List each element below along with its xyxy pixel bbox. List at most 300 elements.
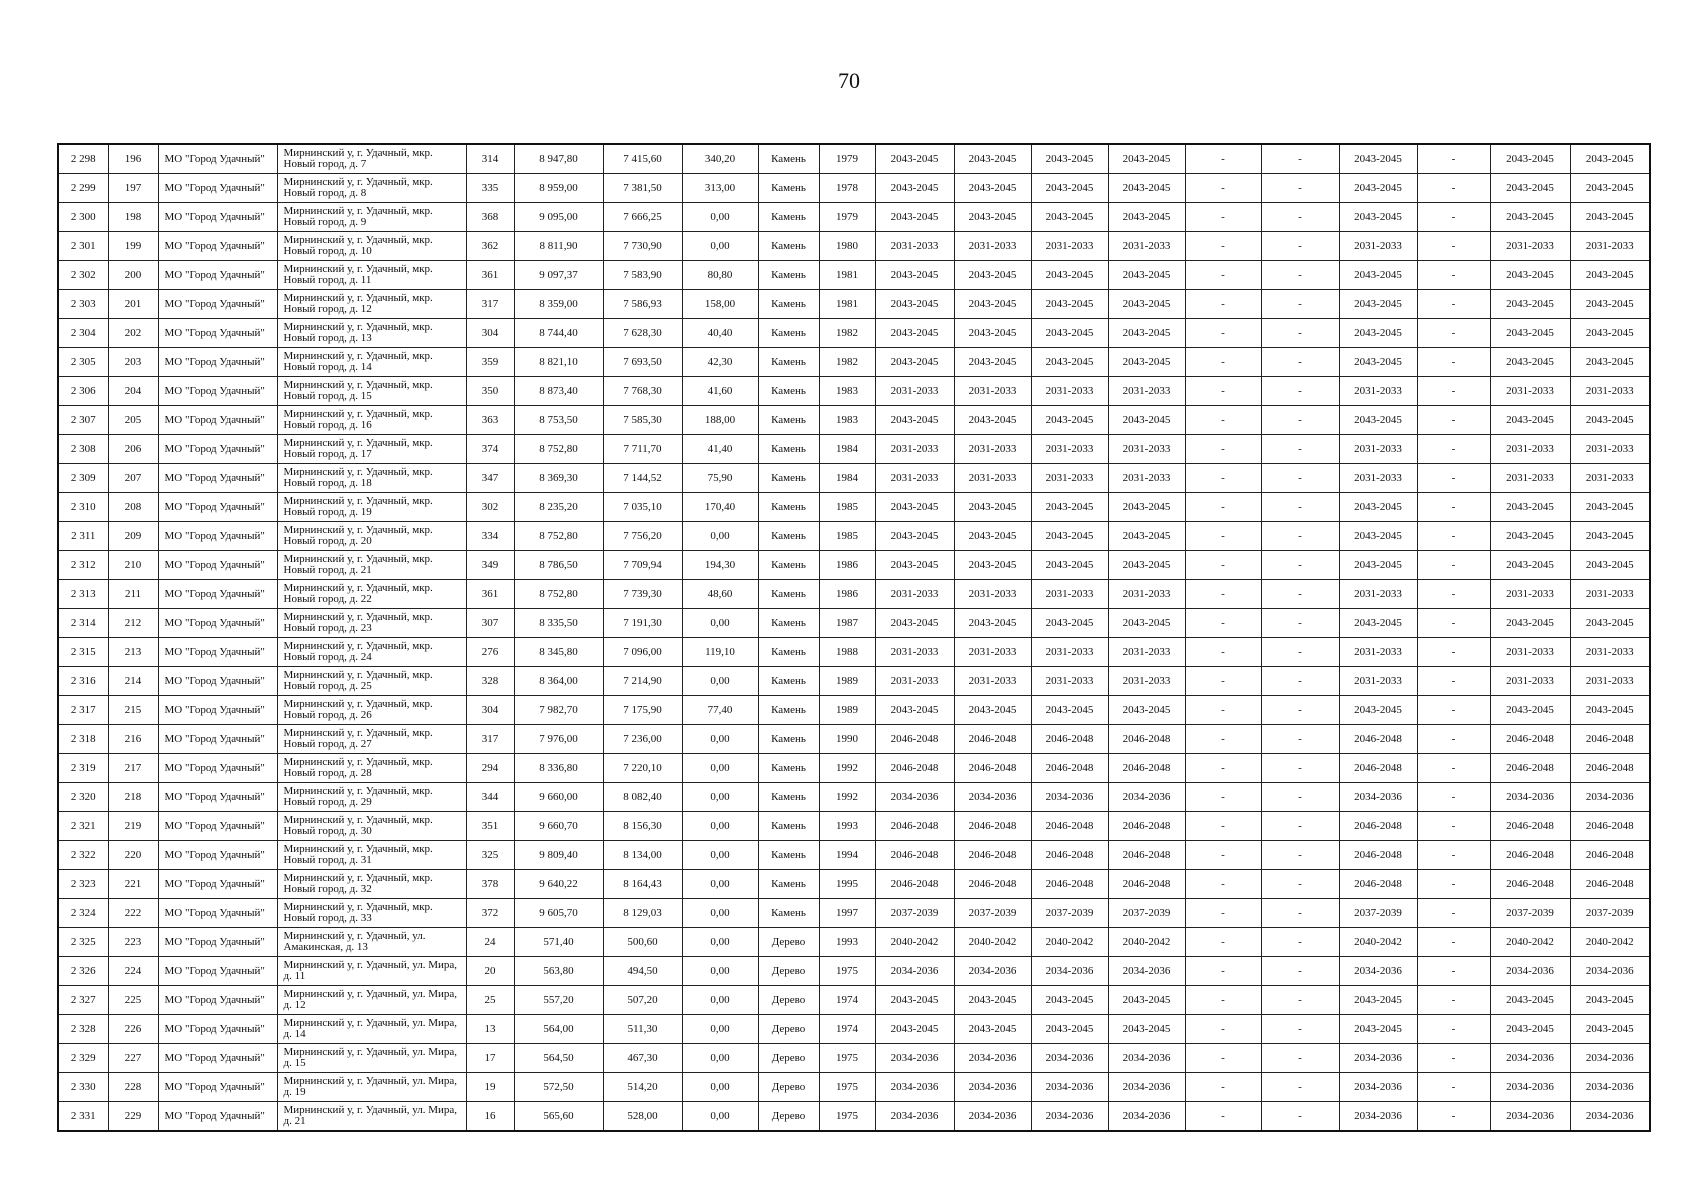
cell-period-6: - [1261, 464, 1339, 493]
cell-nonresidential-area: 0,00 [682, 899, 758, 928]
cell-period-4: 2043-2045 [1108, 174, 1185, 203]
cell-living-area: 8 156,30 [603, 812, 682, 841]
table-row [58, 1044, 1650, 1073]
cell-item-number: 207 [108, 464, 158, 493]
cell-period-1: 2043-2045 [875, 696, 954, 725]
cell-row-number: 2 303 [58, 290, 108, 319]
cell-period-3: 2031-2033 [1031, 377, 1108, 406]
cell-build-year: 1983 [819, 377, 875, 406]
cell-period-5: - [1185, 203, 1261, 232]
cell-period-4: 2031-2033 [1108, 377, 1185, 406]
cell-address: Мирнинский у, г. Удачный, мкр. Новый город, д. 13 [277, 319, 466, 348]
cell-period-8: - [1417, 522, 1490, 551]
cell-period-2: 2043-2045 [954, 493, 1031, 522]
cell-address: Мирнинский у, г. Удачный, мкр. Новый город, д. 25 [277, 667, 466, 696]
cell-owner: МО "Город Удачный" [158, 522, 277, 551]
cell-row-number: 2 300 [58, 203, 108, 232]
cell-period-10: 2043-2045 [1570, 1015, 1650, 1044]
table-row [58, 435, 1650, 464]
cell-period-7: 2031-2033 [1339, 232, 1417, 261]
cell-period-7: 2043-2045 [1339, 348, 1417, 377]
cell-wall-material: Камень [758, 841, 819, 870]
cell-build-year: 1993 [819, 812, 875, 841]
cell-total-area: 563,80 [514, 957, 603, 986]
cell-period-6: - [1261, 174, 1339, 203]
cell-total-area: 8 811,90 [514, 232, 603, 261]
cell-period-10: 2043-2045 [1570, 696, 1650, 725]
cell-period-1: 2031-2033 [875, 667, 954, 696]
cell-living-area: 7 628,30 [603, 319, 682, 348]
cell-item-number: 220 [108, 841, 158, 870]
cell-period-6: - [1261, 290, 1339, 319]
cell-living-area: 7 415,60 [603, 144, 682, 174]
cell-period-1: 2040-2042 [875, 928, 954, 957]
cell-nonresidential-area: 313,00 [682, 174, 758, 203]
cell-period-1: 2034-2036 [875, 783, 954, 812]
cell-period-6: - [1261, 319, 1339, 348]
cell-period-8: - [1417, 696, 1490, 725]
cell-nonresidential-area: 0,00 [682, 203, 758, 232]
cell-owner: МО "Город Удачный" [158, 1073, 277, 1102]
cell-period-10: 2046-2048 [1570, 870, 1650, 899]
cell-total-area: 557,20 [514, 986, 603, 1015]
cell-row-number: 2 328 [58, 1015, 108, 1044]
cell-owner: МО "Город Удачный" [158, 261, 277, 290]
cell-period-1: 2043-2045 [875, 406, 954, 435]
cell-wall-material: Камень [758, 812, 819, 841]
cell-period-2: 2046-2048 [954, 812, 1031, 841]
cell-residents: 13 [466, 1015, 514, 1044]
table-row [58, 493, 1650, 522]
cell-period-5: - [1185, 377, 1261, 406]
cell-period-10: 2034-2036 [1570, 957, 1650, 986]
cell-nonresidential-area: 170,40 [682, 493, 758, 522]
cell-period-2: 2046-2048 [954, 725, 1031, 754]
cell-total-area: 8 336,80 [514, 754, 603, 783]
table-row [58, 261, 1650, 290]
cell-total-area: 7 982,70 [514, 696, 603, 725]
cell-period-10: 2031-2033 [1570, 464, 1650, 493]
cell-nonresidential-area: 158,00 [682, 290, 758, 319]
cell-period-1: 2034-2036 [875, 1044, 954, 1073]
cell-owner: МО "Город Удачный" [158, 957, 277, 986]
cell-period-10: 2031-2033 [1570, 638, 1650, 667]
cell-period-10: 2043-2045 [1570, 290, 1650, 319]
cell-period-3: 2046-2048 [1031, 812, 1108, 841]
cell-period-8: - [1417, 319, 1490, 348]
cell-nonresidential-area: 75,90 [682, 464, 758, 493]
cell-period-5: - [1185, 1044, 1261, 1073]
cell-item-number: 210 [108, 551, 158, 580]
cell-living-area: 7 220,10 [603, 754, 682, 783]
cell-period-4: 2034-2036 [1108, 1102, 1185, 1132]
cell-owner: МО "Город Удачный" [158, 377, 277, 406]
cell-period-8: - [1417, 812, 1490, 841]
cell-residents: 349 [466, 551, 514, 580]
cell-living-area: 8 164,43 [603, 870, 682, 899]
cell-address: Мирнинский у, г. Удачный, мкр. Новый город, д. 10 [277, 232, 466, 261]
cell-residents: 361 [466, 261, 514, 290]
cell-residents: 302 [466, 493, 514, 522]
cell-period-5: - [1185, 1015, 1261, 1044]
cell-owner: МО "Город Удачный" [158, 348, 277, 377]
cell-period-8: - [1417, 144, 1490, 174]
cell-item-number: 215 [108, 696, 158, 725]
cell-row-number: 2 314 [58, 609, 108, 638]
cell-period-4: 2046-2048 [1108, 812, 1185, 841]
cell-item-number: 227 [108, 1044, 158, 1073]
cell-period-6: - [1261, 928, 1339, 957]
cell-build-year: 1979 [819, 144, 875, 174]
cell-address: Мирнинский у, г. Удачный, мкр. Новый город, д. 33 [277, 899, 466, 928]
cell-period-1: 2046-2048 [875, 841, 954, 870]
cell-address: Мирнинский у, г. Удачный, ул. Мира, д. 12 [277, 986, 466, 1015]
cell-period-3: 2046-2048 [1031, 841, 1108, 870]
cell-period-5: - [1185, 144, 1261, 174]
cell-period-6: - [1261, 1102, 1339, 1132]
cell-nonresidential-area: 0,00 [682, 928, 758, 957]
cell-build-year: 1987 [819, 609, 875, 638]
housing-registry-table [57, 143, 1651, 1132]
cell-total-area: 8 235,20 [514, 493, 603, 522]
cell-period-3: 2043-2045 [1031, 348, 1108, 377]
cell-period-4: 2043-2045 [1108, 522, 1185, 551]
cell-period-8: - [1417, 1044, 1490, 1073]
cell-address: Мирнинский у, г. Удачный, ул. Амакинская, д. 13 [277, 928, 466, 957]
cell-address: Мирнинский у, г. Удачный, мкр. Новый город, д. 18 [277, 464, 466, 493]
cell-owner: МО "Город Удачный" [158, 232, 277, 261]
cell-period-3: 2043-2045 [1031, 609, 1108, 638]
cell-row-number: 2 320 [58, 783, 108, 812]
cell-total-area: 8 752,80 [514, 580, 603, 609]
cell-period-3: 2046-2048 [1031, 870, 1108, 899]
cell-residents: 368 [466, 203, 514, 232]
cell-total-area: 9 095,00 [514, 203, 603, 232]
cell-period-2: 2043-2045 [954, 522, 1031, 551]
cell-period-8: - [1417, 957, 1490, 986]
cell-nonresidential-area: 119,10 [682, 638, 758, 667]
cell-item-number: 206 [108, 435, 158, 464]
cell-period-9: 2031-2033 [1490, 232, 1570, 261]
cell-period-6: - [1261, 783, 1339, 812]
cell-period-2: 2046-2048 [954, 754, 1031, 783]
cell-row-number: 2 329 [58, 1044, 108, 1073]
cell-period-9: 2046-2048 [1490, 812, 1570, 841]
cell-row-number: 2 324 [58, 899, 108, 928]
cell-period-10: 2031-2033 [1570, 232, 1650, 261]
cell-period-3: 2043-2045 [1031, 551, 1108, 580]
cell-total-area: 9 809,40 [514, 841, 603, 870]
cell-living-area: 7 739,30 [603, 580, 682, 609]
cell-row-number: 2 331 [58, 1102, 108, 1132]
cell-row-number: 2 301 [58, 232, 108, 261]
cell-period-10: 2046-2048 [1570, 754, 1650, 783]
cell-period-2: 2040-2042 [954, 928, 1031, 957]
cell-period-3: 2037-2039 [1031, 899, 1108, 928]
cell-row-number: 2 304 [58, 319, 108, 348]
cell-period-3: 2046-2048 [1031, 754, 1108, 783]
cell-owner: МО "Город Удачный" [158, 725, 277, 754]
cell-living-area: 7 096,00 [603, 638, 682, 667]
cell-period-4: 2043-2045 [1108, 203, 1185, 232]
cell-row-number: 2 308 [58, 435, 108, 464]
cell-period-2: 2034-2036 [954, 1102, 1031, 1132]
cell-row-number: 2 299 [58, 174, 108, 203]
cell-nonresidential-area: 0,00 [682, 725, 758, 754]
cell-period-4: 2037-2039 [1108, 899, 1185, 928]
cell-owner: МО "Город Удачный" [158, 928, 277, 957]
cell-nonresidential-area: 0,00 [682, 986, 758, 1015]
cell-period-6: - [1261, 522, 1339, 551]
cell-residents: 363 [466, 406, 514, 435]
cell-address: Мирнинский у, г. Удачный, мкр. Новый город, д. 27 [277, 725, 466, 754]
cell-wall-material: Дерево [758, 1015, 819, 1044]
cell-period-7: 2043-2045 [1339, 261, 1417, 290]
cell-period-7: 2031-2033 [1339, 667, 1417, 696]
cell-address: Мирнинский у, г. Удачный, мкр. Новый город, д. 20 [277, 522, 466, 551]
cell-period-6: - [1261, 377, 1339, 406]
cell-address: Мирнинский у, г. Удачный, мкр. Новый город, д. 32 [277, 870, 466, 899]
cell-living-area: 8 082,40 [603, 783, 682, 812]
cell-address: Мирнинский у, г. Удачный, мкр. Новый город, д. 22 [277, 580, 466, 609]
cell-total-area: 9 640,22 [514, 870, 603, 899]
cell-period-1: 2031-2033 [875, 435, 954, 464]
cell-period-5: - [1185, 870, 1261, 899]
cell-period-4: 2031-2033 [1108, 464, 1185, 493]
table-row [58, 144, 1650, 174]
cell-period-8: - [1417, 1015, 1490, 1044]
cell-wall-material: Дерево [758, 1044, 819, 1073]
cell-period-9: 2031-2033 [1490, 638, 1570, 667]
cell-period-9: 2043-2045 [1490, 348, 1570, 377]
cell-period-9: 2043-2045 [1490, 986, 1570, 1015]
cell-period-5: - [1185, 899, 1261, 928]
cell-wall-material: Камень [758, 144, 819, 174]
cell-period-3: 2031-2033 [1031, 667, 1108, 696]
cell-period-9: 2034-2036 [1490, 1073, 1570, 1102]
cell-period-9: 2031-2033 [1490, 667, 1570, 696]
cell-owner: МО "Город Удачный" [158, 841, 277, 870]
cell-period-7: 2034-2036 [1339, 1044, 1417, 1073]
cell-period-1: 2046-2048 [875, 870, 954, 899]
cell-period-2: 2031-2033 [954, 667, 1031, 696]
table-row [58, 667, 1650, 696]
cell-period-9: 2031-2033 [1490, 580, 1570, 609]
cell-item-number: 202 [108, 319, 158, 348]
cell-address: Мирнинский у, г. Удачный, мкр. Новый город, д. 14 [277, 348, 466, 377]
cell-nonresidential-area: 0,00 [682, 783, 758, 812]
cell-period-10: 2037-2039 [1570, 899, 1650, 928]
cell-residents: 307 [466, 609, 514, 638]
cell-total-area: 571,40 [514, 928, 603, 957]
cell-period-1: 2031-2033 [875, 377, 954, 406]
cell-residents: 347 [466, 464, 514, 493]
cell-item-number: 224 [108, 957, 158, 986]
cell-address: Мирнинский у, г. Удачный, ул. Мира, д. 15 [277, 1044, 466, 1073]
cell-address: Мирнинский у, г. Удачный, мкр. Новый город, д. 24 [277, 638, 466, 667]
cell-residents: 374 [466, 435, 514, 464]
cell-build-year: 1982 [819, 348, 875, 377]
cell-nonresidential-area: 41,60 [682, 377, 758, 406]
cell-address: Мирнинский у, г. Удачный, мкр. Новый город, д. 9 [277, 203, 466, 232]
cell-nonresidential-area: 0,00 [682, 812, 758, 841]
cell-residents: 344 [466, 783, 514, 812]
cell-period-7: 2031-2033 [1339, 435, 1417, 464]
cell-period-4: 2043-2045 [1108, 144, 1185, 174]
cell-period-2: 2043-2045 [954, 1015, 1031, 1044]
cell-period-5: - [1185, 290, 1261, 319]
cell-item-number: 226 [108, 1015, 158, 1044]
cell-residents: 294 [466, 754, 514, 783]
cell-item-number: 211 [108, 580, 158, 609]
cell-period-4: 2043-2045 [1108, 1015, 1185, 1044]
cell-item-number: 225 [108, 986, 158, 1015]
cell-period-5: - [1185, 812, 1261, 841]
cell-period-2: 2031-2033 [954, 580, 1031, 609]
cell-owner: МО "Город Удачный" [158, 203, 277, 232]
cell-owner: МО "Город Удачный" [158, 551, 277, 580]
table-row [58, 1102, 1650, 1132]
cell-residents: 19 [466, 1073, 514, 1102]
cell-nonresidential-area: 0,00 [682, 754, 758, 783]
cell-period-7: 2046-2048 [1339, 725, 1417, 754]
cell-period-7: 2046-2048 [1339, 754, 1417, 783]
table-row [58, 174, 1650, 203]
cell-item-number: 205 [108, 406, 158, 435]
cell-period-5: - [1185, 841, 1261, 870]
cell-period-8: - [1417, 609, 1490, 638]
cell-total-area: 9 660,00 [514, 783, 603, 812]
cell-residents: 350 [466, 377, 514, 406]
cell-wall-material: Камень [758, 638, 819, 667]
table-row [58, 754, 1650, 783]
cell-item-number: 219 [108, 812, 158, 841]
cell-wall-material: Камень [758, 174, 819, 203]
cell-period-6: - [1261, 493, 1339, 522]
cell-period-8: - [1417, 406, 1490, 435]
cell-living-area: 7 756,20 [603, 522, 682, 551]
cell-period-4: 2043-2045 [1108, 551, 1185, 580]
cell-period-1: 2043-2045 [875, 1015, 954, 1044]
cell-total-area: 8 359,00 [514, 290, 603, 319]
cell-build-year: 1974 [819, 986, 875, 1015]
cell-period-5: - [1185, 348, 1261, 377]
cell-wall-material: Камень [758, 725, 819, 754]
cell-period-8: - [1417, 435, 1490, 464]
cell-period-2: 2043-2045 [954, 609, 1031, 638]
cell-nonresidential-area: 0,00 [682, 1015, 758, 1044]
cell-item-number: 217 [108, 754, 158, 783]
cell-period-10: 2043-2045 [1570, 144, 1650, 174]
cell-living-area: 7 236,00 [603, 725, 682, 754]
cell-total-area: 8 821,10 [514, 348, 603, 377]
cell-period-5: - [1185, 261, 1261, 290]
cell-owner: МО "Город Удачный" [158, 493, 277, 522]
cell-period-2: 2031-2033 [954, 638, 1031, 667]
table-row [58, 783, 1650, 812]
cell-period-4: 2034-2036 [1108, 1044, 1185, 1073]
cell-owner: МО "Город Удачный" [158, 464, 277, 493]
cell-period-3: 2046-2048 [1031, 725, 1108, 754]
cell-period-2: 2043-2045 [954, 348, 1031, 377]
cell-period-1: 2043-2045 [875, 203, 954, 232]
cell-period-2: 2031-2033 [954, 377, 1031, 406]
cell-total-area: 565,60 [514, 1102, 603, 1132]
cell-item-number: 213 [108, 638, 158, 667]
cell-period-5: - [1185, 754, 1261, 783]
cell-build-year: 1984 [819, 464, 875, 493]
cell-owner: МО "Город Удачный" [158, 1015, 277, 1044]
cell-period-6: - [1261, 1073, 1339, 1102]
table-row [58, 899, 1650, 928]
cell-period-3: 2031-2033 [1031, 232, 1108, 261]
cell-period-9: 2043-2045 [1490, 522, 1570, 551]
cell-period-10: 2043-2045 [1570, 522, 1650, 551]
cell-period-1: 2046-2048 [875, 754, 954, 783]
cell-period-10: 2043-2045 [1570, 609, 1650, 638]
cell-residents: 361 [466, 580, 514, 609]
table-row [58, 1073, 1650, 1102]
cell-row-number: 2 322 [58, 841, 108, 870]
cell-period-1: 2043-2045 [875, 522, 954, 551]
cell-period-9: 2046-2048 [1490, 754, 1570, 783]
cell-period-6: - [1261, 841, 1339, 870]
cell-address: Мирнинский у, г. Удачный, мкр. Новый город, д. 11 [277, 261, 466, 290]
cell-address: Мирнинский у, г. Удачный, мкр. Новый город, д. 26 [277, 696, 466, 725]
cell-period-5: - [1185, 174, 1261, 203]
cell-residents: 304 [466, 696, 514, 725]
cell-period-1: 2046-2048 [875, 725, 954, 754]
cell-wall-material: Камень [758, 406, 819, 435]
cell-period-4: 2034-2036 [1108, 783, 1185, 812]
cell-build-year: 1981 [819, 290, 875, 319]
cell-total-area: 8 369,30 [514, 464, 603, 493]
cell-period-8: - [1417, 493, 1490, 522]
cell-residents: 372 [466, 899, 514, 928]
cell-period-2: 2043-2045 [954, 406, 1031, 435]
cell-period-10: 2043-2045 [1570, 348, 1650, 377]
cell-period-2: 2046-2048 [954, 841, 1031, 870]
cell-period-7: 2046-2048 [1339, 812, 1417, 841]
cell-period-4: 2043-2045 [1108, 348, 1185, 377]
table-body [58, 144, 1650, 1131]
cell-row-number: 2 309 [58, 464, 108, 493]
cell-period-8: - [1417, 377, 1490, 406]
cell-residents: 362 [466, 232, 514, 261]
cell-owner: МО "Город Удачный" [158, 319, 277, 348]
cell-build-year: 1975 [819, 1102, 875, 1132]
cell-period-2: 2043-2045 [954, 986, 1031, 1015]
cell-period-1: 2043-2045 [875, 348, 954, 377]
cell-wall-material: Камень [758, 667, 819, 696]
cell-period-6: - [1261, 609, 1339, 638]
cell-total-area: 564,50 [514, 1044, 603, 1073]
cell-total-area: 8 364,00 [514, 667, 603, 696]
cell-address: Мирнинский у, г. Удачный, мкр. Новый город, д. 28 [277, 754, 466, 783]
cell-period-8: - [1417, 928, 1490, 957]
cell-build-year: 1993 [819, 928, 875, 957]
cell-address: Мирнинский у, г. Удачный, мкр. Новый город, д. 19 [277, 493, 466, 522]
cell-build-year: 1986 [819, 551, 875, 580]
cell-owner: МО "Город Удачный" [158, 638, 277, 667]
cell-period-10: 2046-2048 [1570, 812, 1650, 841]
cell-period-6: - [1261, 957, 1339, 986]
cell-row-number: 2 317 [58, 696, 108, 725]
cell-build-year: 1980 [819, 232, 875, 261]
cell-period-4: 2046-2048 [1108, 754, 1185, 783]
cell-period-9: 2043-2045 [1490, 144, 1570, 174]
cell-total-area: 8 335,50 [514, 609, 603, 638]
